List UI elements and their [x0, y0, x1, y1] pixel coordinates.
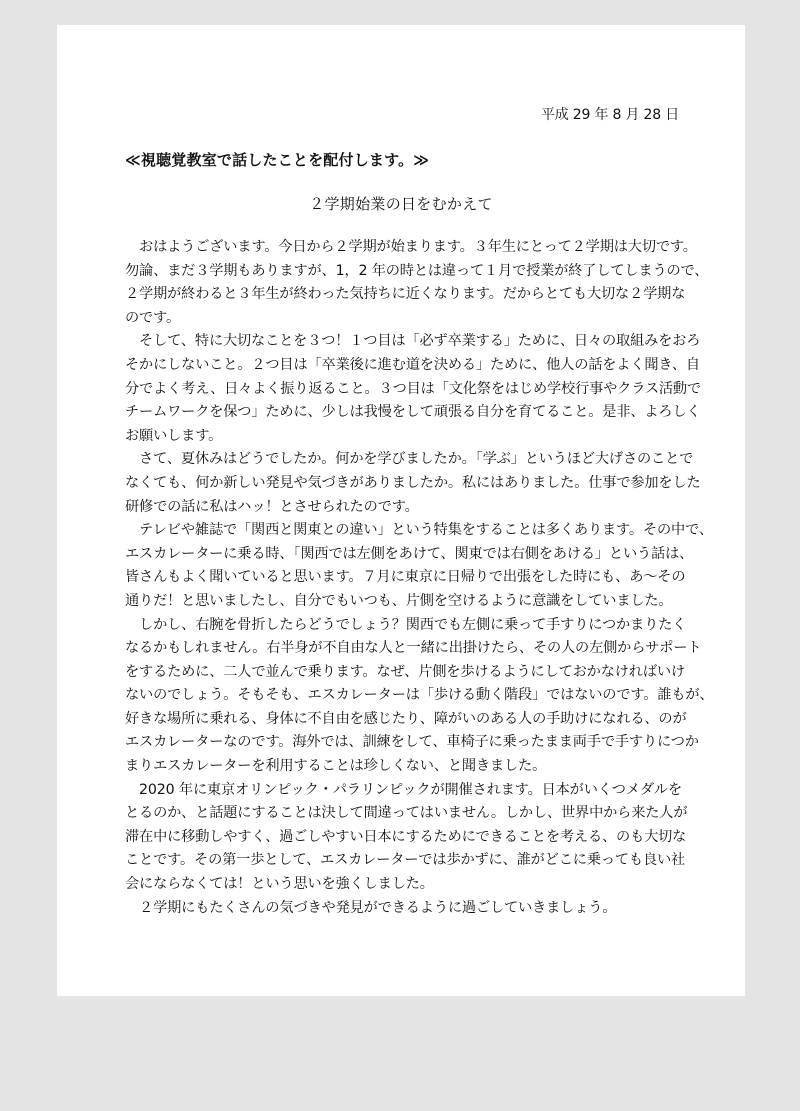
body-line: なくても、何か新しい発見や気づきがありましたか。私にはありました。仕事で参加をした — [125, 474, 701, 491]
body-line: 会にならなくては！という思いを強くしました。 — [125, 876, 434, 893]
body-line: とるのか、と話題にすることは決して間違ってはいません。しかし、世界中から来た人が — [125, 805, 688, 822]
body-line: のです。 — [125, 309, 181, 326]
body-line: そかにしないこと。２つ目は「卒業後に進む道を決める」ために、他人の話をよく聞き、自 — [125, 356, 700, 373]
body-line: テレビや雑誌で「関西と関東との違い」という特集をすることは多くあります。その中で、 — [125, 522, 713, 539]
body-line: なるかもしれません。右半身が不自由な人と一緒に出掛けたら、その人の左側からサポート — [125, 640, 702, 657]
body-line: さて、夏休みはどうでしたか。何かを学びましたか。「学ぶ」というほど大げさのことで — [125, 451, 694, 468]
body-line: エスカレーターに乗る時、「関西では左側をあけて、関東では右側をあける」という話は、 — [125, 545, 694, 562]
body-line: しかし、右腕を骨折したらどうでしょう？関西でも左側に乗って手すりにつかまりたく — [125, 616, 687, 633]
body-line: まりエスカレーターを利用することは珍しくない、と聞きました。 — [125, 758, 547, 775]
body-line: エスカレーターなのです。海外では、訓練をして、車椅子に乗ったまま両手で手すりにつか — [125, 734, 699, 751]
body-line: をするために、二人で並んで乗ります。なぜ、片側を歩けるようにしておかなければいけ — [125, 663, 685, 680]
body-line: そして、特に大切なことを３つ！１つ目は「必ず卒業する」ために、日々の取組みをおろ — [125, 333, 701, 350]
body-line: 研修での話に私はハッ！とさせられたのです。 — [125, 498, 419, 515]
body-line: お願いします。 — [125, 427, 223, 444]
body-line: 滞在中に移動しやすく、過ごしやすい日本にするためにできることを考える、のも大切な — [125, 828, 687, 845]
body-line: ないのでしょう。そもそも、エスカレーターは「歩ける動く階段」ではないのです。誰もが、 — [125, 687, 714, 704]
body-line: おはようございます。今日から２学期が始まります。３年生にとって２学期は大切です。 — [125, 239, 697, 255]
distribution-heading: ≪視聴覚教室で話したことを配付します。≫ — [125, 151, 430, 169]
body-line: 通りだ！と思いましたし、自分でもいつも、片側を空けるように意識をしていました。 — [125, 592, 673, 609]
body-line: ２学期が終わると３年生が終わった気持ちに近くなります。だからとても大切な２学期な — [125, 286, 686, 303]
body-line: 分でよく考え、日々よく振り返ること。３つ目は「文化祭をはじめ学校行事やクラス活動で — [125, 380, 701, 397]
document-page — [57, 25, 745, 996]
body-line: 勿論、まだ３学期もありますが、1，2 年の時とは違って１月で授業が終了してしまうので、 — [125, 262, 709, 279]
speech-body — [125, 236, 714, 920]
body-line: チームワークを保つ」ために、少しは我慢をして頑張る自分を育てること。是非、よろしく — [125, 404, 701, 421]
body-line: ２学期にもたくさんの気づきや発見ができるように過ごしていきましょう。 — [125, 899, 617, 916]
body-line: ことです。その第一歩として、エスカレーターでは歩かずに、誰がどこに乗っても良い社 — [125, 852, 686, 869]
body-line: 2020 年に東京オリンピック・パラリンピックが開催されます。日本がいくつメダルを — [125, 781, 682, 798]
body-line: 好きな場所に乗れる、身体に不自由を感じたり、障がいのある人の手助けになれる、のが — [125, 710, 687, 727]
speech-title: ２学期始業の日をむかえて — [309, 195, 493, 213]
body-line: 皆さんもよく聞いていると思います。７月に東京に日帰りで出張をした時にも、あ～その — [125, 569, 686, 586]
document-date: 平成 29 年 8 月 28 日 — [540, 107, 679, 123]
